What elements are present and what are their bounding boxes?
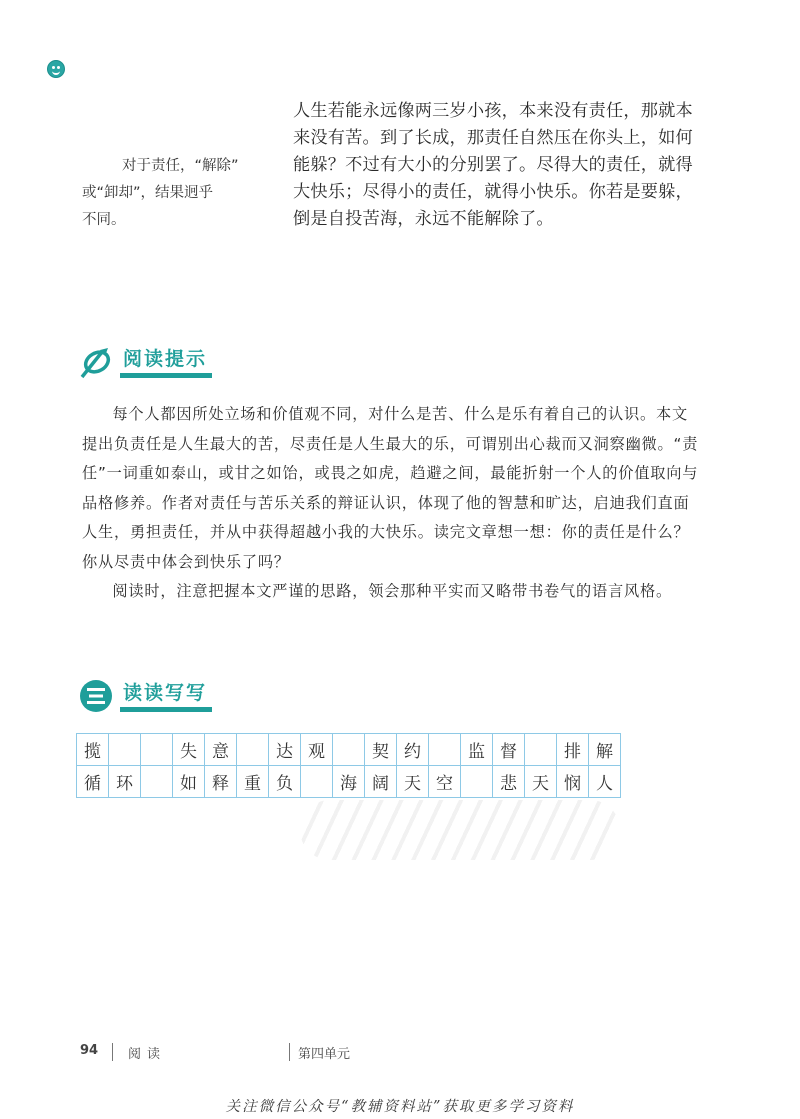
reading-hint-body xyxy=(82,400,702,607)
grid-cell: 揽 xyxy=(77,734,109,766)
read-write-title: 读读写写 xyxy=(123,682,208,704)
vocabulary-grid xyxy=(76,733,621,798)
grid-cell xyxy=(333,734,365,766)
grid-cell: 循 xyxy=(77,766,109,798)
grid-cell: 天 xyxy=(397,766,429,798)
page-number: 94 xyxy=(80,1043,99,1058)
grid-cell: 达 xyxy=(269,734,301,766)
section-rule xyxy=(120,373,212,378)
grid-cell: 负 xyxy=(269,766,301,798)
footer-section-name: 阅读 xyxy=(128,1047,167,1062)
grid-cell: 人 xyxy=(589,766,621,798)
grid-cell: 释 xyxy=(205,766,237,798)
grid-cell xyxy=(301,766,333,798)
side-note-line-1: 对于责任，“解除” xyxy=(122,158,239,174)
grid-cell xyxy=(429,734,461,766)
grid-cell: 失 xyxy=(173,734,205,766)
three-lines-circle-icon xyxy=(78,678,114,714)
reading-hint-title: 阅读提示 xyxy=(123,348,208,370)
reading-hint-paragraph-1: 每个人都因所处立场和价值观不同，对什么是苦、什么是乐有着自己的认识。本文提出负责任是人生最大的苦，尽责任是人生最大的乐，可谓别出心裁而又洞察幽微。“责任”一词重如泰山，或甘之如饴，或畏之如虎，趋避之间，最能折射一个人的价值取向与品格修养。作者对责任与苦乐关系的辩证认识，体现了他的智慧和旷达，启迪我们直面人生，勇担责任，并从中获得超越小我的大快乐。读完文章想一想：你的责任是什么？你从尽责中体会到快乐了吗？ xyxy=(82,405,699,571)
footer-divider xyxy=(289,1043,290,1061)
footer-divider xyxy=(112,1043,113,1061)
main-paragraph: 人生若能永远像两三岁小孩，本来没有责任，那就本来没有苦。到了长成，那责任自然压在你头上，如何能躲？不过有大小的分别罢了。尽得大的责任，就得大快乐；尽得小的责任，就得小快乐。你若是要躲，倒是自投苦海，永远不能解除了。 xyxy=(293,101,693,229)
footer-unit-name: 第四单元 xyxy=(298,1047,351,1062)
smiley-badge-icon xyxy=(47,60,65,78)
section-rule xyxy=(120,707,212,712)
grid-cell xyxy=(141,734,173,766)
grid-cell: 重 xyxy=(237,766,269,798)
vocabulary-row-2 xyxy=(77,766,621,798)
grid-cell xyxy=(237,734,269,766)
vocabulary-row-1 xyxy=(77,734,621,766)
side-note-line-3: 不同。 xyxy=(82,212,126,228)
grid-cell xyxy=(141,766,173,798)
page-footer xyxy=(0,1043,800,1067)
grid-cell: 意 xyxy=(205,734,237,766)
grid-cell xyxy=(525,734,557,766)
grid-cell xyxy=(109,734,141,766)
grid-cell: 环 xyxy=(109,766,141,798)
grid-cell: 契 xyxy=(365,734,397,766)
grid-cell: 解 xyxy=(589,734,621,766)
grid-cell: 天 xyxy=(525,766,557,798)
grid-cell: 悯 xyxy=(557,766,589,798)
grid-cell: 空 xyxy=(429,766,461,798)
side-note-line-2: 或“卸却”，结果迥乎 xyxy=(82,185,214,201)
grid-cell: 海 xyxy=(333,766,365,798)
grid-cell xyxy=(461,766,493,798)
reading-hint-paragraph-2: 阅读时，注意把握本文严谨的思路，领会那种平实而又略带书卷气的语言风格。 xyxy=(112,582,672,600)
grid-cell: 约 xyxy=(397,734,429,766)
side-note xyxy=(82,153,262,234)
grid-cell: 排 xyxy=(557,734,589,766)
grid-cell: 阔 xyxy=(365,766,397,798)
leaf-arrow-icon xyxy=(78,344,114,380)
background-watermark xyxy=(300,800,620,860)
grid-cell: 如 xyxy=(173,766,205,798)
promo-caption: 关注微信公众号“教辅资料站”获取更多学习资料 xyxy=(225,1099,575,1115)
grid-cell: 监 xyxy=(461,734,493,766)
grid-cell: 督 xyxy=(493,734,525,766)
grid-cell: 观 xyxy=(301,734,333,766)
grid-cell: 悲 xyxy=(493,766,525,798)
